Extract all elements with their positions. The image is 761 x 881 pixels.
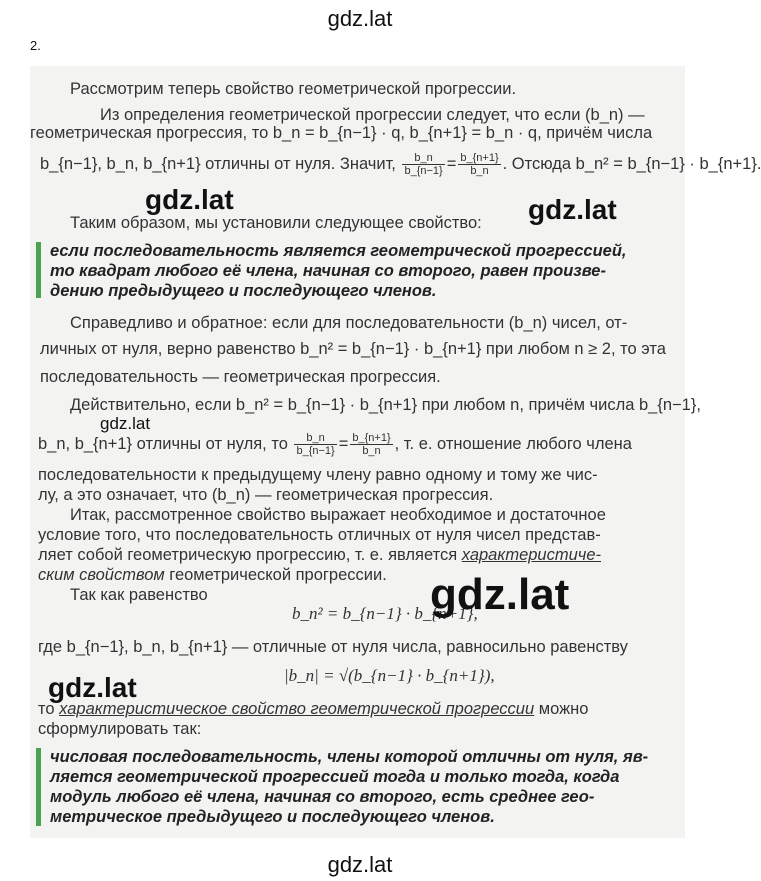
fraction: $\frac{b\_\{n+1\}}{b\_n}$ <box>460 152 499 177</box>
emphasis-term: характеристиче- <box>461 546 601 564</box>
text-line: условие того, что последовательность отличных от нуля чисел представ- <box>38 526 601 544</box>
watermark-overlay: gdz.lat <box>430 570 570 619</box>
text-line: где b_{n−1}, b_n, b_{n+1} — отличные от нуля числа, равносильно равенству <box>38 638 628 656</box>
emphasis-term: ским свойством <box>38 566 165 584</box>
watermark-overlay: gdz.lat <box>48 672 137 703</box>
problem-number: 2. <box>30 38 41 53</box>
formula: |b_n| = √(b_{n−1} · b_{n+1}), <box>284 666 495 685</box>
text-line: Таким образом, мы установили следующее свойство: <box>70 214 482 232</box>
watermark-overlay: gdz.lat <box>100 414 151 433</box>
text-line: Рассмотрим теперь свойство геометрической прогрессии. <box>70 80 517 98</box>
text-segment: b_n, b_{n+1} отличны от нуля, то <box>38 434 288 453</box>
watermark-overlay: gdz.lat <box>145 184 234 215</box>
text-line: личных от нуля, верно равенство b_n² = b_{n−1} · b_{n+1} при любом n ≥ 2, то эта <box>40 340 666 358</box>
watermark-top: gdz.lat <box>327 6 393 31</box>
text-line: последовательности к предыдущему члену равно одному и тому же чис- <box>38 466 598 484</box>
text-line <box>38 698 588 720</box>
fraction: $\frac{b\_n}{b\_\{n-1\}}$ <box>404 152 443 177</box>
text-segment: геометрической прогрессии. <box>164 566 387 584</box>
rule-accent-bar <box>36 242 41 298</box>
text-segment: b_{n−1}, b_n, b_{n+1} отличны от нуля. Значит, <box>40 154 396 173</box>
rule-line: то квадрат любого её члена, начиная со второго, равен произве- <box>50 262 606 280</box>
rule-line: метрическое предыдущего и последующего членов. <box>50 808 495 826</box>
text-line: геометрическая прогрессия, то b_n = b_{n−1} · q, b_{n+1} = b_n · q, причём числа <box>30 124 653 142</box>
text-line: последовательность — геометрическая прогрессия. <box>40 368 441 386</box>
rule-line: модуль любого её члена, начиная со второго, есть среднее гео- <box>50 788 595 806</box>
rule-line: числовая последовательность, члены которой отличны от нуля, яв- <box>50 748 649 766</box>
text-line: сформулировать так: <box>38 720 202 738</box>
text-segment: можно <box>538 700 589 718</box>
fraction: $\frac{b\_\{n+1\}}{b\_n}$ <box>352 432 391 457</box>
text-line <box>38 564 387 586</box>
text-line: Так как равенство <box>70 586 208 604</box>
text-segment: , т. е. отношение любого члена <box>394 434 632 453</box>
text-line: лу, а это означает, что (b_n) — геометрическая прогрессия. <box>38 486 494 504</box>
rule-line: дению предыдущего и последующего членов. <box>50 282 437 300</box>
watermark-overlay: gdz.lat <box>528 194 617 225</box>
textbook-page <box>30 66 761 838</box>
text-line: Действительно, если b_n² = b_{n−1} · b_{n+1} при любом n, причём числа b_{n−1}, <box>70 396 701 414</box>
text-line: Из определения геометрической прогрессии следует, что если (b_n) — <box>100 106 645 124</box>
text-line <box>38 544 601 566</box>
text-segment: ляет собой геометрическую прогрессию, т. е. является <box>38 546 458 564</box>
text-segment: то <box>38 700 55 718</box>
fraction: $\frac{b\_n}{b\_\{n-1\}}$ <box>296 432 335 457</box>
text-line: Справедливо и обратное: если для последовательности (b_n) чисел, от- <box>70 314 628 332</box>
rule-line: если последовательность является геометрической прогрессией, <box>50 242 627 260</box>
emphasis-term: характеристическое свойство геометрической прогрессии <box>59 700 535 718</box>
rule-accent-bar <box>36 748 41 826</box>
text-line: b_{n−1}, b_n, b_{n+1} отличны от нуля. Значит, $\frac{b\_n}{b\_\{n-1\}}$ = $\frac{b\_\{n+1\}}{b\_n}$ . Отсюда b_n² = b_{n−1} · b_{n+1}. <box>40 152 761 177</box>
rule-line: ляется геометрической прогрессией тогда и только тогда, когда <box>50 768 620 786</box>
text-line: b_n, b_{n+1} отличны от нуля, то $\frac{b\_n}{b\_\{n-1\}}$ = $\frac{b\_\{n+1\}}{b\_n}$ , т. е. отношение любого члена <box>38 432 632 457</box>
text-line: Итак, рассмотренное свойство выражает необходимое и достаточное <box>70 506 606 524</box>
formula: b_n² = b_{n−1} · b_{n+1}, <box>292 604 478 623</box>
text-segment: . Отсюда b_n² = b_{n−1} · b_{n+1}. <box>502 154 761 173</box>
watermark-bottom: gdz.lat <box>327 852 393 877</box>
